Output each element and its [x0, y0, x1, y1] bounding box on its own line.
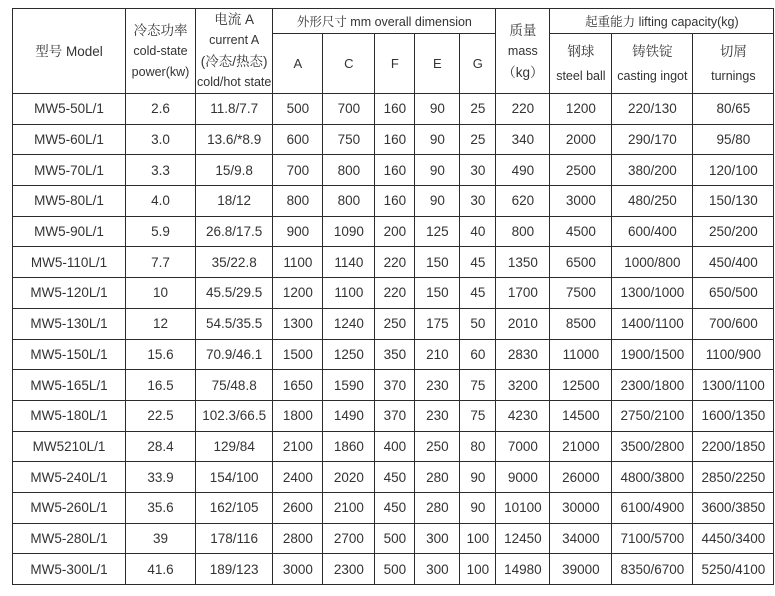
header-dim-e: E [415, 34, 460, 94]
mass-cell: 14980 [496, 554, 550, 585]
header-model [13, 9, 126, 94]
dim-e-cell: 90 [415, 94, 460, 125]
casting-ingot-cell: 1400/1100 [612, 308, 693, 339]
dim-e-cell: 300 [415, 554, 460, 585]
dim-g-cell: 90 [460, 492, 496, 523]
steel-ball-cell: 12500 [550, 370, 612, 401]
table-row [13, 308, 774, 339]
turnings-cell: 1300/1100 [693, 370, 774, 401]
dim-f-cell: 450 [375, 462, 415, 493]
steel-ball-cell: 34000 [550, 523, 612, 554]
header-steel-ball: 钢球 steel ball [550, 34, 612, 94]
casting-ingot-cell: 8350/6700 [612, 554, 693, 585]
turnings-cell: 1600/1350 [693, 400, 774, 431]
dim-c-cell: 1090 [323, 216, 375, 247]
casting-ingot-cell: 7100/5700 [612, 523, 693, 554]
current-cell: 13.6/*8.9 [196, 124, 273, 155]
model-cell: MW5-240L/1 [13, 462, 126, 493]
current-cell: 35/22.8 [196, 247, 273, 278]
dim-f-cell: 200 [375, 216, 415, 247]
model-cell: MW5-165L/1 [13, 370, 126, 401]
turnings-cell: 120/100 [693, 155, 774, 186]
mass-cell: 7000 [496, 431, 550, 462]
dim-e-cell: 90 [415, 155, 460, 186]
turnings-cell: 5250/4100 [693, 554, 774, 585]
dim-e-cell: 90 [415, 124, 460, 155]
dim-f-cell: 500 [375, 554, 415, 585]
table-row [13, 216, 774, 247]
model-cell: MW5-50L/1 [13, 94, 126, 125]
current-cell: 54.5/35.5 [196, 308, 273, 339]
model-cell: MW5-280L/1 [13, 523, 126, 554]
dim-a-cell: 1500 [273, 339, 323, 370]
mass-cell: 800 [496, 216, 550, 247]
power-cell: 15.6 [126, 339, 196, 370]
dim-g-cell: 90 [460, 462, 496, 493]
header-turnings: 切屑 turnings [693, 34, 774, 94]
turnings-cell: 2850/2250 [693, 462, 774, 493]
dim-c-cell: 800 [323, 155, 375, 186]
turnings-cell: 95/80 [693, 124, 774, 155]
dim-g-cell: 25 [460, 94, 496, 125]
power-cell: 35.6 [126, 492, 196, 523]
table-row [13, 400, 774, 431]
current-cell: 18/12 [196, 186, 273, 217]
header-model-label: 型号 Model [35, 43, 103, 59]
casting-ingot-cell: 480/250 [612, 186, 693, 217]
power-cell: 7.7 [126, 247, 196, 278]
casting-ingot-cell: 290/170 [612, 124, 693, 155]
mass-cell: 490 [496, 155, 550, 186]
mass-cell: 9000 [496, 462, 550, 493]
steel-ball-cell: 7500 [550, 278, 612, 309]
casting-ingot-cell: 380/200 [612, 155, 693, 186]
mass-cell: 1700 [496, 278, 550, 309]
header-dim-c: C [323, 34, 375, 94]
mass-cell: 220 [496, 94, 550, 125]
current-cell: 70.9/46.1 [196, 339, 273, 370]
casting-ingot-cell: 2750/2100 [612, 400, 693, 431]
table-row [13, 247, 774, 278]
turnings-cell: 150/130 [693, 186, 774, 217]
dim-f-cell: 160 [375, 186, 415, 217]
turnings-cell: 450/400 [693, 247, 774, 278]
model-cell: MW5-180L/1 [13, 400, 126, 431]
table-row [13, 339, 774, 370]
dim-c-cell: 1490 [323, 400, 375, 431]
mass-cell: 2010 [496, 308, 550, 339]
current-cell: 75/48.8 [196, 370, 273, 401]
dim-c-cell: 1860 [323, 431, 375, 462]
dim-a-cell: 500 [273, 94, 323, 125]
power-cell: 33.9 [126, 462, 196, 493]
dim-c-cell: 1250 [323, 339, 375, 370]
dim-e-cell: 280 [415, 462, 460, 493]
dim-g-cell: 40 [460, 216, 496, 247]
steel-ball-cell: 8500 [550, 308, 612, 339]
model-cell: MW5-150L/1 [13, 339, 126, 370]
table-body [13, 94, 774, 585]
dim-f-cell: 220 [375, 247, 415, 278]
current-cell: 154/100 [196, 462, 273, 493]
turnings-cell: 80/65 [693, 94, 774, 125]
mass-cell: 10100 [496, 492, 550, 523]
dim-f-cell: 400 [375, 431, 415, 462]
casting-ingot-cell: 4800/3800 [612, 462, 693, 493]
mass-cell: 12450 [496, 523, 550, 554]
dim-e-cell: 175 [415, 308, 460, 339]
header-mass: 质量 mass （kg） [496, 9, 550, 94]
dim-f-cell: 220 [375, 278, 415, 309]
table-row [13, 523, 774, 554]
dim-c-cell: 1240 [323, 308, 375, 339]
dim-a-cell: 2400 [273, 462, 323, 493]
casting-ingot-cell: 3500/2800 [612, 431, 693, 462]
dim-a-cell: 1300 [273, 308, 323, 339]
dim-g-cell: 25 [460, 124, 496, 155]
dim-a-cell: 1100 [273, 247, 323, 278]
dim-a-cell: 1200 [273, 278, 323, 309]
table-row [13, 155, 774, 186]
dim-f-cell: 250 [375, 308, 415, 339]
dim-a-cell: 600 [273, 124, 323, 155]
power-cell: 2.6 [126, 94, 196, 125]
steel-ball-cell: 4500 [550, 216, 612, 247]
dim-c-cell: 2300 [323, 554, 375, 585]
header-dim-f: F [375, 34, 415, 94]
current-cell: 178/116 [196, 523, 273, 554]
model-cell: MW5-90L/1 [13, 216, 126, 247]
turnings-cell: 250/200 [693, 216, 774, 247]
dim-a-cell: 2100 [273, 431, 323, 462]
casting-ingot-cell: 1900/1500 [612, 339, 693, 370]
casting-ingot-cell: 220/130 [612, 94, 693, 125]
dim-f-cell: 500 [375, 523, 415, 554]
dim-g-cell: 30 [460, 186, 496, 217]
steel-ball-cell: 11000 [550, 339, 612, 370]
dim-a-cell: 2600 [273, 492, 323, 523]
turnings-cell: 3600/3850 [693, 492, 774, 523]
table-row [13, 186, 774, 217]
current-cell: 162/105 [196, 492, 273, 523]
dim-c-cell: 700 [323, 94, 375, 125]
dim-g-cell: 75 [460, 370, 496, 401]
header-lifting-capacity: 起重能力 lifting capacity(kg) [550, 9, 774, 34]
dim-a-cell: 3000 [273, 554, 323, 585]
dim-g-cell: 45 [460, 247, 496, 278]
model-cell: MW5-300L/1 [13, 554, 126, 585]
table-row [13, 124, 774, 155]
model-cell: MW5-60L/1 [13, 124, 126, 155]
dim-g-cell: 80 [460, 431, 496, 462]
model-cell: MW5-80L/1 [13, 186, 126, 217]
power-cell: 16.5 [126, 370, 196, 401]
header-cold-state-power: 冷态功率 cold-state power(kw) [126, 9, 196, 94]
power-cell: 41.6 [126, 554, 196, 585]
table-row [13, 94, 774, 125]
table-row [13, 370, 774, 401]
power-cell: 10 [126, 278, 196, 309]
dim-e-cell: 250 [415, 431, 460, 462]
table-row [13, 462, 774, 493]
model-cell: MW5-120L/1 [13, 278, 126, 309]
dim-e-cell: 230 [415, 400, 460, 431]
header-dim-g: G [460, 34, 496, 94]
casting-ingot-cell: 6100/4900 [612, 492, 693, 523]
dim-e-cell: 230 [415, 370, 460, 401]
dim-c-cell: 800 [323, 186, 375, 217]
dim-c-cell: 1590 [323, 370, 375, 401]
dim-g-cell: 75 [460, 400, 496, 431]
power-cell: 3.3 [126, 155, 196, 186]
power-cell: 4.0 [126, 186, 196, 217]
steel-ball-cell: 1200 [550, 94, 612, 125]
model-cell: MW5-70L/1 [13, 155, 126, 186]
dim-c-cell: 1100 [323, 278, 375, 309]
current-cell: 45.5/29.5 [196, 278, 273, 309]
header-casting-ingot: 铸铁锭 casting ingot [612, 34, 693, 94]
dim-f-cell: 160 [375, 124, 415, 155]
dim-g-cell: 100 [460, 554, 496, 585]
mass-cell: 3200 [496, 370, 550, 401]
dim-f-cell: 450 [375, 492, 415, 523]
magnet-spec-table [12, 8, 774, 585]
dim-g-cell: 100 [460, 523, 496, 554]
dim-g-cell: 50 [460, 308, 496, 339]
model-cell: MW5-110L/1 [13, 247, 126, 278]
dim-a-cell: 1800 [273, 400, 323, 431]
header-current: 电流 A current A (冷态/热态) cold/hot state [196, 9, 273, 94]
steel-ball-cell: 39000 [550, 554, 612, 585]
steel-ball-cell: 26000 [550, 462, 612, 493]
power-cell: 12 [126, 308, 196, 339]
power-cell: 39 [126, 523, 196, 554]
dim-e-cell: 150 [415, 278, 460, 309]
dim-a-cell: 900 [273, 216, 323, 247]
dim-c-cell: 2020 [323, 462, 375, 493]
header-overall-dimension: 外形尺寸 mm overall dimension [273, 9, 496, 34]
mass-cell: 4230 [496, 400, 550, 431]
casting-ingot-cell: 1300/1000 [612, 278, 693, 309]
dim-e-cell: 300 [415, 523, 460, 554]
current-cell: 102.3/66.5 [196, 400, 273, 431]
dim-c-cell: 2700 [323, 523, 375, 554]
casting-ingot-cell: 1000/800 [612, 247, 693, 278]
model-cell: MW5-130L/1 [13, 308, 126, 339]
dim-f-cell: 350 [375, 339, 415, 370]
current-cell: 189/123 [196, 554, 273, 585]
power-cell: 22.5 [126, 400, 196, 431]
mass-cell: 2830 [496, 339, 550, 370]
dim-c-cell: 1140 [323, 247, 375, 278]
steel-ball-cell: 30000 [550, 492, 612, 523]
mass-cell: 620 [496, 186, 550, 217]
dim-a-cell: 800 [273, 186, 323, 217]
dim-f-cell: 160 [375, 94, 415, 125]
table-row [13, 278, 774, 309]
dim-c-cell: 750 [323, 124, 375, 155]
dim-e-cell: 210 [415, 339, 460, 370]
table-row [13, 431, 774, 462]
model-cell: MW5-260L/1 [13, 492, 126, 523]
dim-e-cell: 150 [415, 247, 460, 278]
power-cell: 28.4 [126, 431, 196, 462]
dim-f-cell: 370 [375, 370, 415, 401]
dim-g-cell: 30 [460, 155, 496, 186]
current-cell: 15/9.8 [196, 155, 273, 186]
power-cell: 3.0 [126, 124, 196, 155]
turnings-cell: 4450/3400 [693, 523, 774, 554]
turnings-cell: 700/600 [693, 308, 774, 339]
mass-cell: 1350 [496, 247, 550, 278]
header-dim-a: A [273, 34, 323, 94]
dim-e-cell: 125 [415, 216, 460, 247]
dim-g-cell: 45 [460, 278, 496, 309]
mass-cell: 340 [496, 124, 550, 155]
table-row [13, 554, 774, 585]
model-cell: MW5210L/1 [13, 431, 126, 462]
dim-a-cell: 1650 [273, 370, 323, 401]
steel-ball-cell: 21000 [550, 431, 612, 462]
dim-f-cell: 160 [375, 155, 415, 186]
dim-e-cell: 90 [415, 186, 460, 217]
current-cell: 129/84 [196, 431, 273, 462]
dim-f-cell: 370 [375, 400, 415, 431]
casting-ingot-cell: 600/400 [612, 216, 693, 247]
steel-ball-cell: 2000 [550, 124, 612, 155]
steel-ball-cell: 3000 [550, 186, 612, 217]
dim-a-cell: 2800 [273, 523, 323, 554]
steel-ball-cell: 2500 [550, 155, 612, 186]
steel-ball-cell: 14500 [550, 400, 612, 431]
turnings-cell: 2200/1850 [693, 431, 774, 462]
dim-a-cell: 700 [273, 155, 323, 186]
dim-c-cell: 2100 [323, 492, 375, 523]
power-cell: 5.9 [126, 216, 196, 247]
dim-g-cell: 60 [460, 339, 496, 370]
dim-e-cell: 280 [415, 492, 460, 523]
current-cell: 11.8/7.7 [196, 94, 273, 125]
turnings-cell: 1100/900 [693, 339, 774, 370]
current-cell: 26.8/17.5 [196, 216, 273, 247]
table-header [13, 9, 774, 94]
steel-ball-cell: 6500 [550, 247, 612, 278]
turnings-cell: 650/500 [693, 278, 774, 309]
casting-ingot-cell: 2300/1800 [612, 370, 693, 401]
table-row [13, 492, 774, 523]
